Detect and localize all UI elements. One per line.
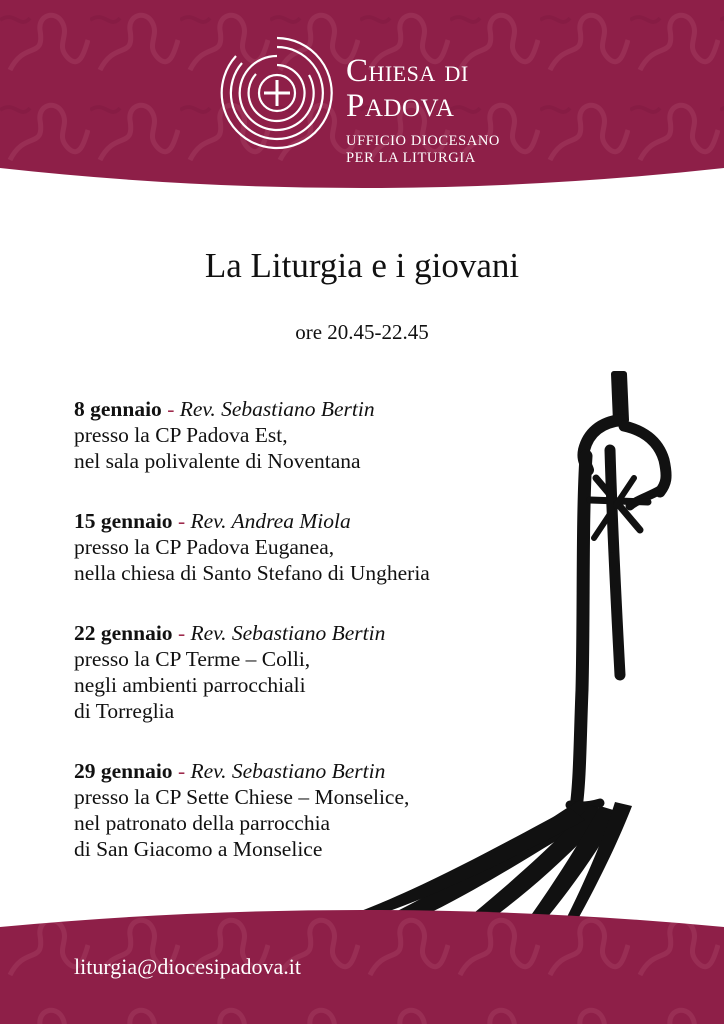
event-heading: 29 gennaio - Rev. Sebastiano Bertin (74, 759, 386, 783)
event-hours: ore 20.45-22.45 (295, 320, 429, 344)
event-item: 29 gennaio - Rev. Sebastiano Bertin presso la CP Sette Chiese – Monselice, nel patronato della parrocchia di San Giacomo a Monselice (74, 759, 410, 861)
event-item: 22 gennaio - Rev. Sebastiano Bertin presso la CP Terme – Colli, negli ambienti parrocchiali di Torreglia (74, 621, 386, 723)
logo-subtitle: UFFICIO DIOCESANO PER LA LITURGIA (346, 133, 501, 167)
logo-wordmark (346, 55, 500, 168)
event-heading: 22 gennaio - Rev. Sebastiano Bertin (74, 621, 386, 645)
event-item: 8 gennaio - Rev. Sebastiano Bertin presso la CP Padova Est, nel sala polivalente di Noventana (74, 397, 375, 473)
event-item: 15 gennaio - Rev. Andrea Miola presso la CP Padova Euganea, nella chiesa di Santo Stefano di Ungheria (74, 509, 430, 585)
logo-word-padova: PADOVA (346, 88, 455, 124)
event-list (74, 396, 554, 896)
event-heading: 15 gennaio - Rev. Andrea Miola (74, 509, 351, 533)
page-title: La Liturgia e i giovani (204, 246, 520, 285)
concentric-circles-cross-icon (216, 32, 338, 154)
contact-email-link[interactable]: liturgia@diocesipadova.it (74, 954, 301, 979)
logo-word-chiesa: CHIESA DI (346, 53, 469, 89)
event-heading: 8 gennaio - Rev. Sebastiano Bertin (74, 397, 375, 421)
